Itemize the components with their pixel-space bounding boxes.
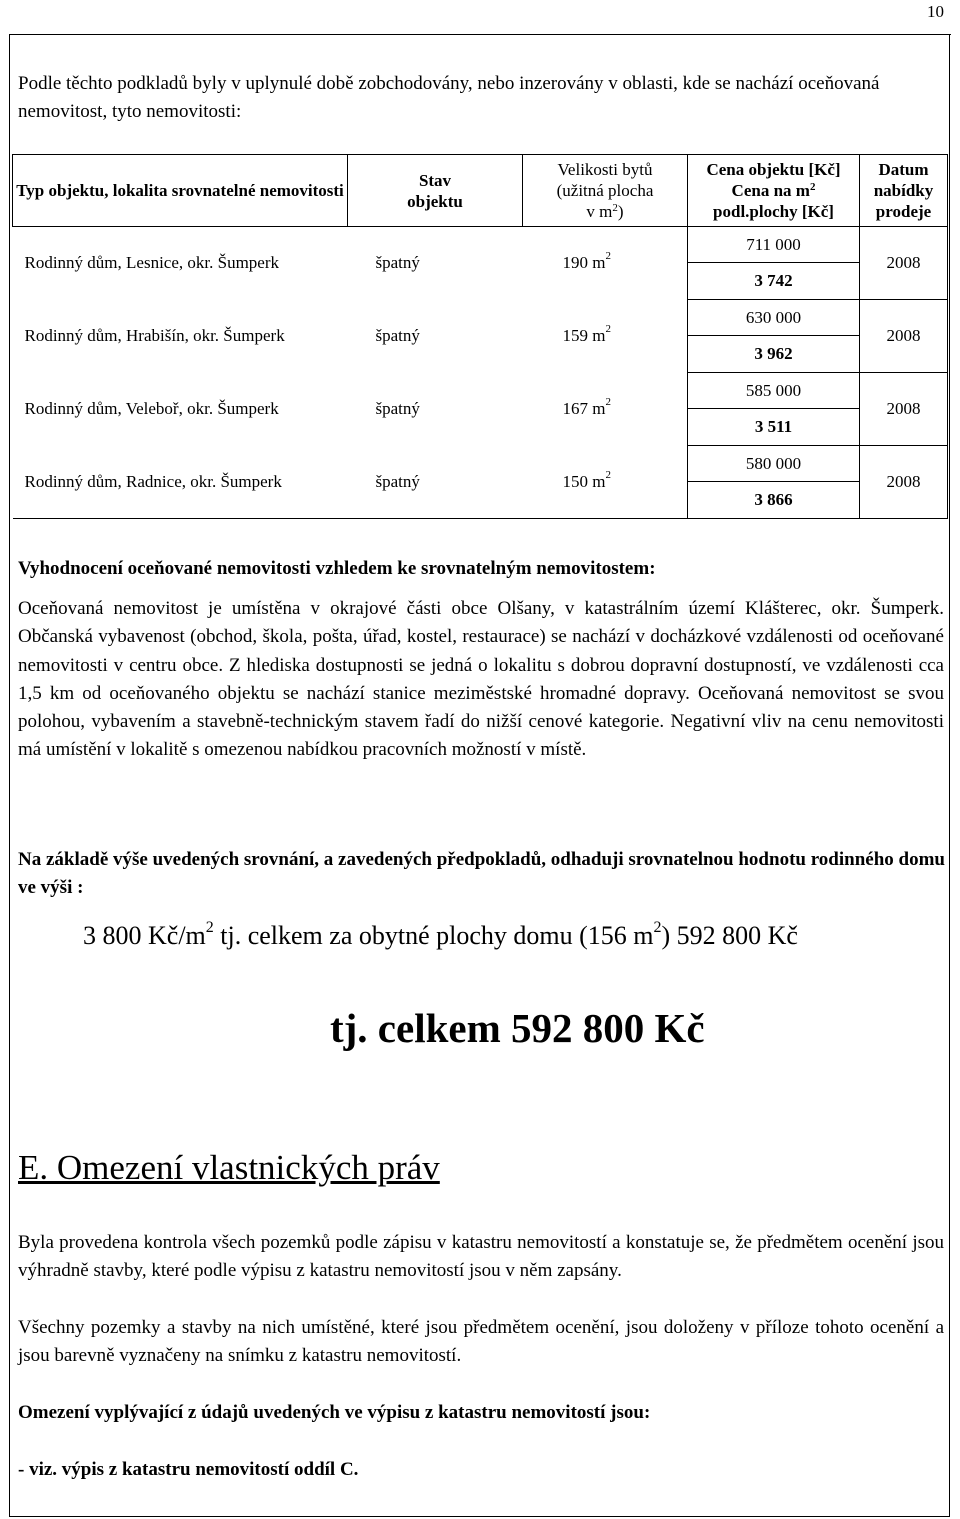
- row-type: Rodinný dům, Hrabišín, okr. Šumperk: [24, 326, 285, 345]
- table-row: [13, 227, 948, 263]
- row-stav: špatný: [348, 446, 523, 519]
- row-type: Rodinný dům, Veleboř, okr. Šumperk: [24, 399, 279, 418]
- restrictions-heading: Omezení vyplývající z údajů uvedených ve výpisu z katastru nemovitostí jsou:: [18, 1402, 651, 1423]
- row-stav: špatný: [375, 253, 420, 273]
- restrictions-item: - viz. výpis z katastru nemovitostí oddíl C.: [18, 1459, 359, 1480]
- row-type: Rodinný dům, Lesnice, okr. Šumperk: [24, 253, 280, 273]
- section-paragraph-1: Byla provedena kontrola všech pozemků podle zápisu v katastru nemovitostí a konstatuje se, že předmětem ocenění jsou výhradně stavby, které podle výpisu z katastru nemovitostí jsou v něm zapsány.: [18, 1232, 944, 1282]
- row-price-m2: 3 962: [688, 336, 860, 373]
- row-size: 159 $m^2$: [562, 323, 611, 345]
- conclusion-paragraph: Na základě výše uvedených srovnání, a zavedených předpokladů, odhaduji srovnatelnou hodnotu rodinného domu ve výši :: [18, 849, 945, 899]
- header-stav: Stav objektu: [348, 155, 523, 227]
- row-stav: špatný: [375, 326, 420, 345]
- row-size: 150 $m^2$: [523, 446, 688, 519]
- row-type: Rodinný dům, Radnice, okr. Šumperk: [13, 446, 348, 519]
- row-price-m2: 3 511: [688, 409, 860, 446]
- row-price: 585 000: [688, 373, 860, 409]
- evaluation-paragraph: Oceňovaná nemovitost je umístěna v okrajové části obce Olšany, v katastrálním území Klášterec, okr. Šumperk. Občanská vybavenost (obchod, škola, pošta, úřad, kostel, restaurace) se nachází v docházkové vzdálenosti od oceňované nemovitosti v centru obce. Z hlediska dostupnosti se jedná o lokalitu s dobrou dopravní dostupností, ve vzdálenosti cca 1,5 km od oceňovaného objektu se nachází stanice meziměstské hromadné dopravy. Oceňovaná nemovitost se svou polohou, vybavením a stavebně-technickým stavem řadí do nižší cenové kategorie. Negativní vliv na cenu nemovitosti má umístění v lokalitě s omezenou nabídkou pracovních možností v místě.: [18, 598, 944, 761]
- intro-paragraph: Podle těchto podkladů byly v uplynulé době zobchodovány, nebo inzerovány v oblasti, kde se nachází oceňovaná nemovitost, tyto nemovitosti:: [18, 73, 880, 123]
- table-header-row: [13, 155, 948, 227]
- header-type: Typ objektu, lokalita srovnatelné nemovitosti: [13, 155, 348, 227]
- header-date: Datum nabídky prodeje: [860, 155, 948, 227]
- comparison-table: [12, 154, 948, 519]
- row-stav: špatný: [375, 399, 420, 418]
- section-paragraph-2: Všechny pozemky a stavby na nich umístěné, které jsou předmětem ocenění, jsou doloženy v příloze tohoto ocenění a jsou barevně vyznačeny na snímku z katastru nemovitostí.: [18, 1317, 944, 1367]
- table-row: [13, 446, 948, 482]
- value-line: 3 800 $Kč/m^2$ tj. celkem za obytné plochy domu (156 $m^2$) 592 800 Kč: [83, 919, 798, 950]
- table-row: [13, 373, 948, 409]
- section-heading: E. Omezení vlastnických práv: [18, 1148, 440, 1187]
- row-date: 2008: [860, 373, 948, 446]
- table-row: [13, 300, 948, 336]
- row-date: 2008: [860, 227, 948, 300]
- total-value: tj. celkem 592 800 Kč: [330, 1005, 705, 1051]
- page-number: 10: [927, 2, 944, 21]
- row-price: 580 000: [688, 446, 860, 482]
- row-date: 2008: [860, 300, 948, 373]
- row-size: 190 $m^2$: [562, 250, 611, 273]
- row-price-m2: 3 742: [688, 263, 860, 300]
- row-price: 711 000: [688, 227, 860, 263]
- header-price: Cena objektu [Kč] Cena na $m^2$ podl.plochy [Kč]: [688, 155, 860, 227]
- row-price-m2: 3 866: [688, 482, 860, 519]
- evaluation-heading: Vyhodnocení oceňované nemovitosti vzhledem ke srovnatelným nemovitostem:: [18, 558, 656, 579]
- row-size: 167 $m^2$: [562, 396, 611, 418]
- row-date: 2008: [860, 446, 948, 519]
- row-price: 630 000: [688, 300, 860, 336]
- header-size: Velikosti bytů (užitná plocha v $m^2$): [523, 155, 688, 227]
